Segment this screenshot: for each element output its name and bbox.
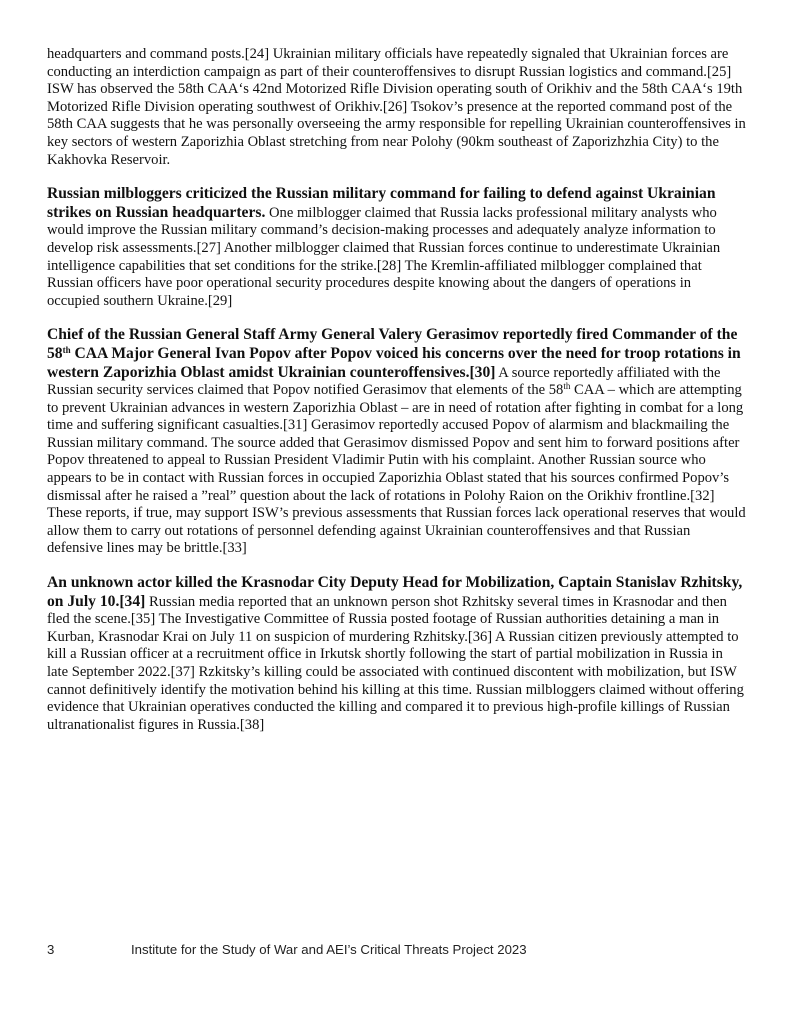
paragraph-lead: An unknown actor killed the Krasnodar City Deputy Head for Mobilization, Captain Stanislav Rzhitsky, on July 10.[34] <box>47 574 743 610</box>
paragraph-body: One milblogger claimed that Russia lacks professional military analysts who would improve the Russian military command’s decision-making processes and adequately analyze information to develop risk assessments.[27] Another milblogger claimed that Russian forces continue to underestimate Ukrainian intelligence capabilities that set conditions for the strike.[28] The Kremlin-affiliated milblogger complained that Russian officers have poor operational security procedures despite knowing about the dangers of operations in occupied southern Ukraine.[29] <box>47 204 721 309</box>
paragraph-body <box>47 365 746 557</box>
ordinal-superscript: th <box>62 344 71 355</box>
paragraph-rzhitsky <box>47 574 747 734</box>
paragraph-headquarters <box>47 46 747 169</box>
paragraph-milbloggers <box>47 185 747 310</box>
paragraph-lead: Russian milbloggers criticized the Russian military command for failing to defend against Ukrainian strikes on Russian headquarters. <box>47 185 716 221</box>
body-text-part: A source reportedly affiliated with the Russian security services claimed that Popov notified Gerasimov that elements of the 58 <box>47 364 721 399</box>
body-text-part: CAA – which are attempting to prevent Ukrainian advances in western Zaporizhia Oblast – are in need of rotation after fighting in combat for a long time and suffering significant casualties.[31] Gerasimov reportedly accused Popov of alarmism and blackmailing the Russian military command. The source added that Gerasimov dismissed Popov and sent him to forward positions after Popov threatened to appeal to Russian President Vladimir Putin with his complaint. Another Russian source who appears to be in contact with Russian forces in occupied Zaporizhia Oblast stated that his sources confirmed Popov’s dismissal after he raised a ”real” question about the lack of rotations in Polohy Raion on the Orikhiv frontline.[32] These reports, if true, may support ISW’s previous assessments that Russian forces lack operational reserves that would allow them to carry out rotations of personnel defending against Ukrainian counteroffensives and that Russian defensive lines may be brittle.[33] <box>47 382 746 557</box>
ordinal-superscript: th <box>563 381 571 392</box>
paragraph-gerasimov-popov <box>47 326 747 558</box>
lead-text-part: CAA Major General Ivan Popov after Popov voiced his concerns over the need for troop rotations in western Zaporizhia Oblast amidst Ukrainian counteroffensives.[30] <box>47 344 741 381</box>
paragraph-body: Russian media reported that an unknown person shot Rzhitsky several times in Krasnodar and then fled the scene.[35] The Investigative Committee of Russia posted footage of Russian authorities detaining a man in Kurban, Krasnodar Krai on July 11 on suspicion of murdering Rzhitsky.[36] A Russian citizen previously attempted to kill a Russian officer at a recruitment office in Irkutsk shortly following the start of partial mobilization in Russia in late September 2022.[37] Rzkitsky’s killing could be associated with continued discontent with mobilization, but ISW cannot definitively identify the motivation behind his killing at this time. Russian milbloggers claimed without offering evidence that Ukrainian operatives conducted the killing and compared it to previous high-profile killings of Russian ultranationalist figures in Russia.[38] <box>47 593 744 733</box>
page-number: 3 <box>47 942 55 957</box>
lead-text-part: Chief of the Russian General Staff Army General Valery Gerasimov reportedly fired Commander of the 58 <box>47 326 738 362</box>
paragraph-body: headquarters and command posts.[24] Ukrainian military officials have repeatedly signaled that Ukrainian forces are conducting an interdiction campaign as part of their counteroffensives to disrupt Russian logistics and command.[25] ISW has observed the 58th CAA‘s 42nd Motorized Rifle Division operating south of Orikhiv and the 58th CAA‘s 19th Motorized Rifle Division operating southwest of Orikhiv.[26] Tsokov’s presence at the reported command post of the 58th CAA suggests that he was personally overseeing the army responsible for repelling Ukrainian counteroffensives in key sectors of western Zaporizhia Oblast stretching from near Polohy (90km southeast of Zaporizhzhia City) to the Kakhovka Reservoir. <box>47 46 746 168</box>
document-body <box>47 46 747 750</box>
footer-organization: Institute for the Study of War and AEI’s Critical Threats Project 2023 <box>131 942 527 957</box>
